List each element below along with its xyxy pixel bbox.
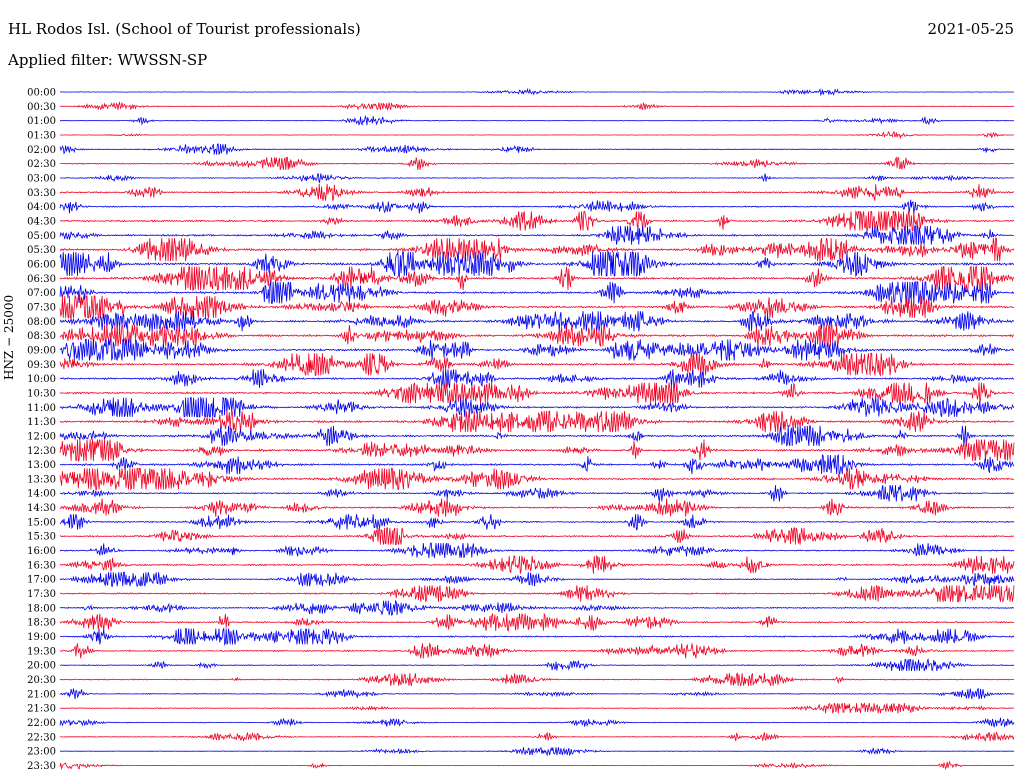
filter-label: Applied filter: WWSSN-SP (8, 51, 208, 69)
time-tick-label: 22:30 (27, 732, 56, 744)
time-tick-labels (27, 88, 56, 773)
seismic-trace-row (60, 543, 1014, 558)
time-tick-label: 16:00 (27, 546, 56, 558)
seismic-trace-row (60, 528, 1014, 545)
time-tick-label: 17:30 (27, 589, 56, 601)
time-tick-label: 21:30 (27, 703, 56, 715)
seismic-trace-row (60, 398, 1014, 417)
time-tick-label: 13:00 (27, 460, 56, 472)
channel-axis-label: HNZ − 25000 (2, 294, 16, 380)
seismic-trace-row (60, 325, 1014, 347)
time-tick-label: 14:00 (27, 488, 56, 500)
seismic-trace-row (60, 718, 1014, 728)
seismic-trace-row (60, 673, 1014, 686)
time-tick-label: 01:30 (27, 130, 56, 142)
seismic-trace-row (60, 601, 1014, 615)
time-tick-label: 17:00 (27, 574, 56, 586)
time-tick-label: 03:30 (27, 187, 56, 199)
time-tick-label: 09:00 (27, 345, 56, 357)
time-tick-label: 07:00 (27, 288, 56, 300)
time-tick-label: 18:00 (27, 603, 56, 615)
seismic-trace-row (60, 116, 1014, 125)
station-title: HL Rodos Isl. (School of Tourist professionals) (8, 20, 361, 38)
time-tick-label: 02:30 (27, 159, 56, 171)
time-tick-label: 15:30 (27, 531, 56, 543)
seismic-trace-row (60, 572, 1014, 586)
seismic-trace-row (60, 411, 1014, 432)
seismic-trace-row (60, 499, 1014, 517)
seismic-trace-row (60, 267, 1014, 290)
seismic-trace-row (60, 468, 1014, 489)
seismic-trace-row (60, 485, 1014, 501)
time-tick-label: 01:00 (27, 116, 56, 128)
seismic-trace-row (60, 689, 1014, 700)
seismic-trace-row (60, 659, 1014, 671)
seismic-trace-row (60, 296, 1014, 318)
seismic-trace-row (60, 157, 1014, 170)
time-tick-label: 15:00 (27, 517, 56, 529)
seismic-traces (60, 89, 1014, 769)
seismic-trace-row (60, 614, 1014, 631)
time-tick-label: 10:30 (27, 388, 56, 400)
seismic-trace-row (60, 132, 1014, 138)
time-tick-label: 13:30 (27, 474, 56, 486)
time-tick-label: 02:00 (27, 144, 56, 156)
seismic-trace-row (60, 353, 1014, 375)
time-tick-label: 06:30 (27, 273, 56, 285)
seismic-trace-row (60, 440, 1014, 462)
seismic-trace-row (60, 629, 1014, 645)
time-tick-label: 12:30 (27, 445, 56, 457)
time-tick-label: 11:30 (27, 417, 56, 429)
time-tick-label: 07:30 (27, 302, 56, 314)
seismic-trace-row (60, 762, 1014, 769)
seismic-trace-row (60, 585, 1014, 601)
seismic-trace-row (60, 89, 1014, 95)
time-tick-label: 05:00 (27, 230, 56, 242)
time-tick-label: 00:00 (27, 87, 56, 99)
time-tick-label: 23:00 (27, 746, 56, 758)
time-tick-label: 11:00 (27, 402, 56, 414)
seismic-trace-row (60, 514, 1014, 529)
time-tick-label: 19:00 (27, 632, 56, 644)
time-tick-label: 22:00 (27, 718, 56, 730)
seismic-trace-row (60, 103, 1014, 110)
date-label: 2021-05-25 (927, 20, 1014, 38)
seismic-trace-row (60, 226, 1014, 245)
time-tick-label: 12:00 (27, 431, 56, 443)
time-tick-label: 00:30 (27, 101, 56, 113)
seismic-trace-row (60, 173, 1014, 183)
seismic-trace-row (60, 556, 1014, 574)
time-tick-label: 20:00 (27, 660, 56, 672)
time-tick-label: 23:30 (27, 761, 56, 773)
seismic-trace-row (60, 455, 1014, 474)
seismic-trace-row (60, 643, 1014, 658)
seismic-trace-row (60, 211, 1014, 230)
time-tick-label: 14:30 (27, 503, 56, 515)
time-tick-label: 09:30 (27, 359, 56, 371)
time-tick-label: 06:00 (27, 259, 56, 271)
time-tick-label: 05:30 (27, 245, 56, 257)
time-tick-label: 08:30 (27, 331, 56, 343)
seismic-trace-row (60, 426, 1014, 446)
time-tick-label: 03:00 (27, 173, 56, 185)
seismic-trace-row (60, 733, 1014, 742)
seismic-trace-row (60, 369, 1014, 388)
time-tick-label: 20:30 (27, 675, 56, 687)
time-tick-label: 16:30 (27, 560, 56, 572)
time-tick-label: 18:30 (27, 617, 56, 629)
time-tick-label: 19:30 (27, 646, 56, 658)
time-tick-label: 10:00 (27, 374, 56, 386)
seismic-trace-row (60, 747, 1014, 755)
time-tick-label: 08:00 (27, 316, 56, 328)
time-tick-label: 04:00 (27, 202, 56, 214)
time-tick-label: 21:00 (27, 689, 56, 701)
seismic-trace-row (60, 184, 1014, 201)
seismic-trace-row (60, 703, 1014, 713)
seismic-trace-row (60, 144, 1014, 155)
seismic-trace-row (60, 252, 1014, 276)
seismic-trace-row (60, 238, 1014, 261)
time-tick-label: 04:30 (27, 216, 56, 228)
